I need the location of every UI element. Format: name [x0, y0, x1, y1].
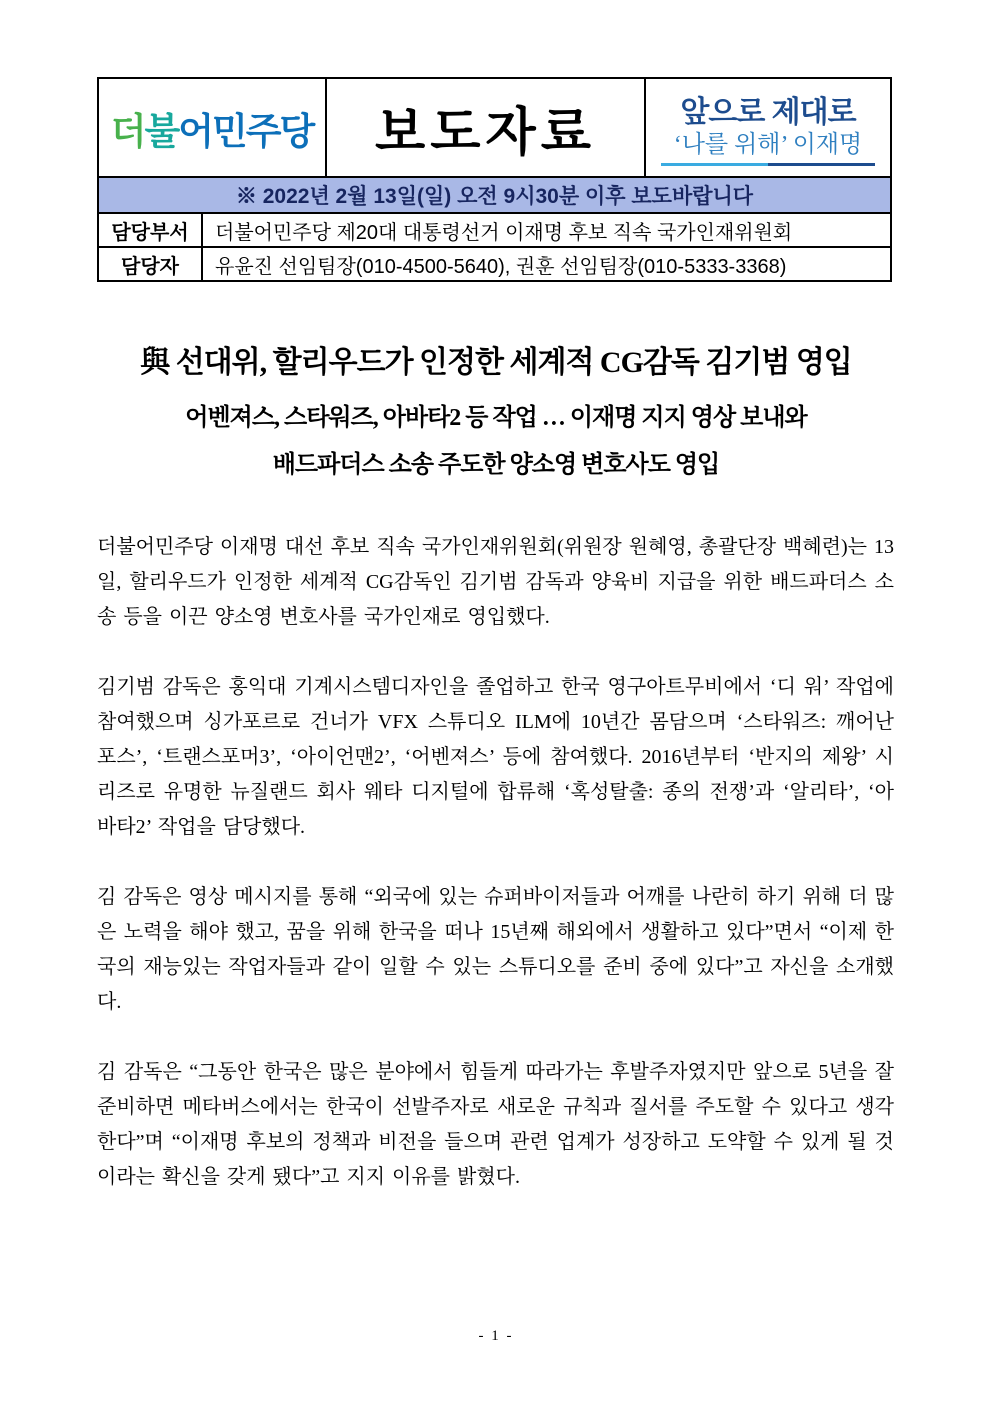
body-paragraph: 김 감독은 “그동안 한국은 많은 분야에서 힘들게 따라가는 후발주자였지만 앞으로 5년을 잘 준비하면 메타버스에서는 한국이 선발주자로 새로운 규칙과 질서를 주도할 수 있다고 생각한다”며 “이재명 후보의 정책과 비전을 들으며 관련 업계가 성장하고 도약할 수 있게 될 것이라는 확신을 갖게 됐다”고 지지 이유를 밝혔다. [97, 1061, 895, 1188]
body-paragraph: 김기범 감독은 홍익대 기계시스템디자인을 졸업하고 한국 영구아트무비에서 ‘디 워’ 작업에 참여했으며 싱가포르로 건너가 VFX 스튜디오 ILM에 10년간 몸담으며 ‘스타워즈: 깨어난 포스’, ‘트랜스포머3’, ‘아이언맨2’, ‘어벤져스’ 등에 참여했다. 2016년부터 ‘반지의 제왕’ 시리즈로 유명한 뉴질랜드 회사 웨타 디지털에 합류해 ‘혹성탈출: 종의 전쟁’과 ‘알리타’, ‘아바타2’ 작업을 담당했다. [97, 676, 894, 838]
embargo-banner: ※ 2022년 2월 13일(일) 오전 9시30분 이후 보도바랍니다 [99, 178, 890, 214]
info-label-contact: 담당자 [99, 248, 203, 280]
doc-type-title: 보도자료 [375, 104, 596, 162]
body-paragraph: 더불어민주당 이재명 대선 후보 직속 국가인재위원회(위원장 원혜영, 총괄단장 백혜련)는 13일, 할리우드가 인정한 세계적 CG감독인 김기범 감독과 양육비 지급을 위한 배드파더스 소송 등을 이끈 양소영 변호사를 국가인재로 영입했다. [97, 536, 894, 628]
slogan-line1: 앞으로 제대로 [680, 95, 856, 129]
party-logo-seg-teal: 불 [144, 110, 179, 152]
body-block [97, 530, 894, 1230]
doc-type-cell [327, 79, 646, 176]
info-value-department: 더불어민주당 제20대 대통령선거 이재명 후보 직속 국가인재위원회 [215, 221, 793, 244]
release-subtitle-2: 배드파더스 소송 주도한 양소영 변호사도 영입 [272, 452, 720, 478]
header-logo-row [99, 79, 890, 178]
release-subtitle-1: 어벤져스, 스타워즈, 아바타2 등 작업 … 이재명 지지 영상 보내와 [185, 405, 807, 431]
campaign-slogan [646, 79, 890, 176]
party-logo-wordmark [111, 101, 313, 155]
info-row-department [99, 214, 890, 248]
title-block [48, 341, 944, 489]
body-paragraph: 김 감독은 영상 메시지를 통해 “외국에 있는 슈퍼바이저들과 어깨를 나란히 하기 위해 더 많은 노력을 해야 했고, 꿈을 위해 한국을 떠나 15년째 해외에서 생활하고 있다”면서 “이제 한국의 재능있는 작업자들과 같이 일할 수 있는 스튜디오를 준비 중에 있다”고 자신을 소개했다. [97, 886, 894, 1013]
info-label-department: 담당부서 [99, 214, 203, 246]
release-title: 與 선대위, 할리우드가 인정한 세계적 CG감독 김기범 영입 [140, 346, 852, 379]
party-logo [99, 79, 327, 176]
party-logo-seg-blue: 어민주당 [178, 110, 314, 152]
slogan-line2: ‘나를 위해’ 이재명 [673, 131, 863, 158]
info-row-contact [99, 248, 890, 280]
page-number: - 1 - [478, 1328, 514, 1344]
header-table [97, 77, 892, 282]
slogan-underline [661, 163, 875, 166]
party-logo-seg-green: 더 [110, 110, 145, 152]
info-value-contact: 유윤진 선임팀장(010-4500-5640), 권훈 선임팀장(010-5333-3368) [215, 255, 787, 278]
